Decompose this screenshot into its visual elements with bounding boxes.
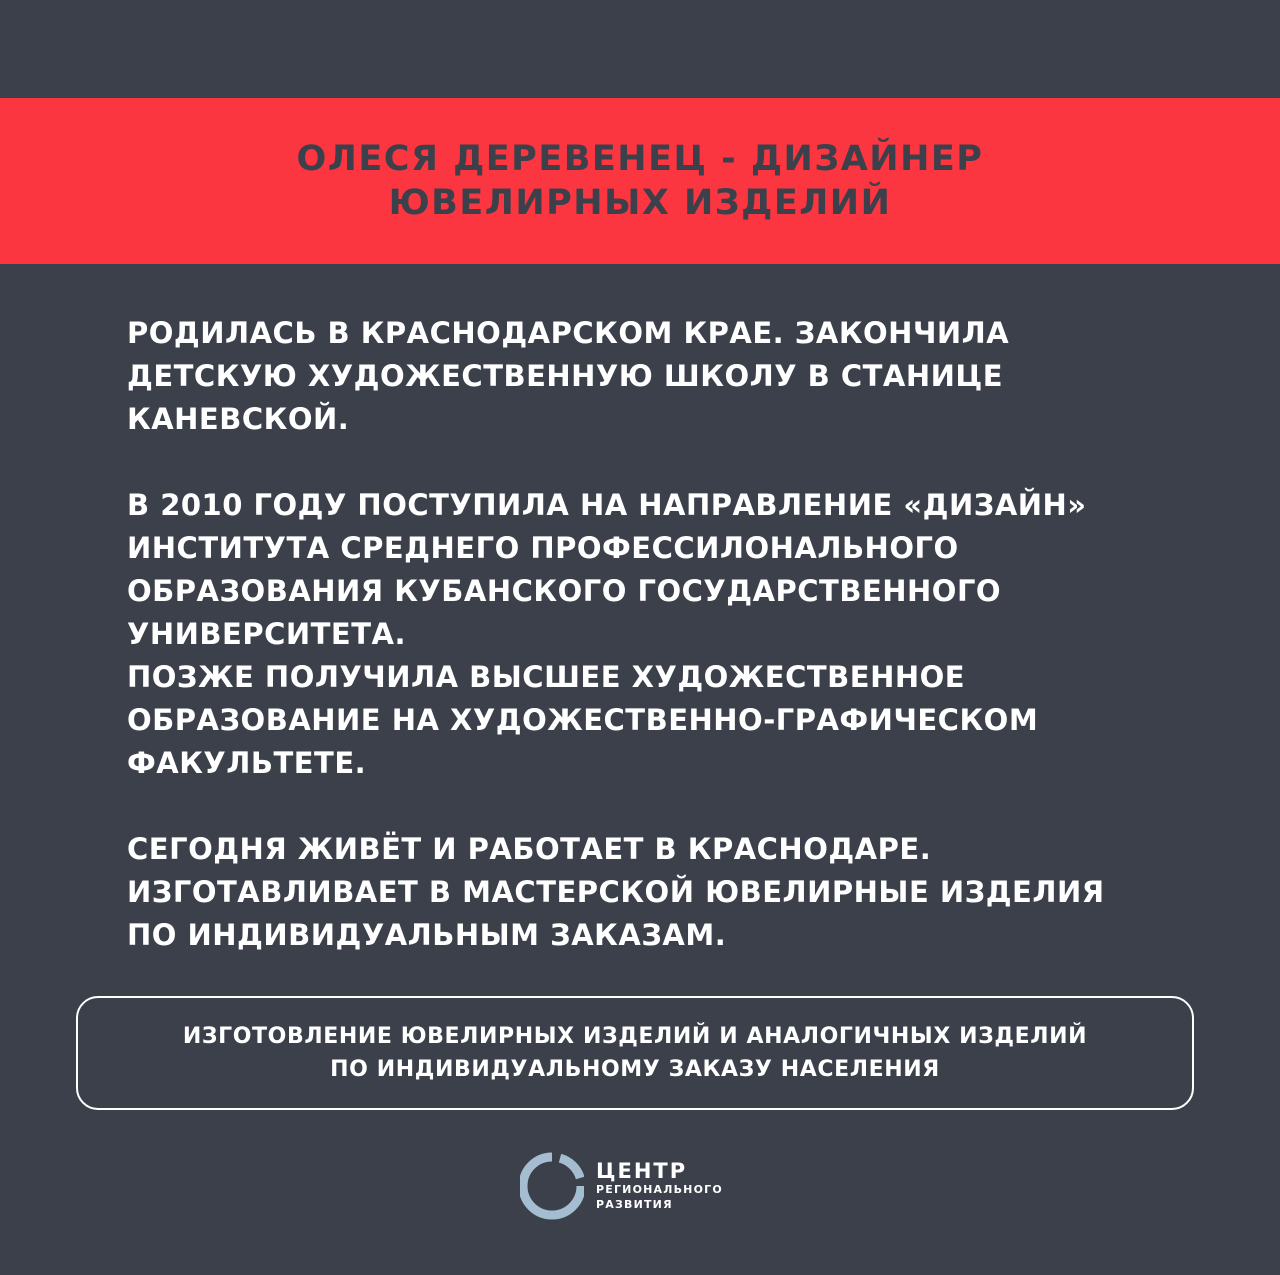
bio-paragraph-today (127, 828, 1227, 957)
bio-line: ОБРАЗОВАНИЕ НА ХУДОЖЕСТВЕННО-ГРАФИЧЕСКОМ (127, 703, 1039, 737)
title-line-2: ЮВЕЛИРНЫХ ИЗДЕЛИЙ (388, 183, 892, 223)
bio-line: ДЕТСКУЮ ХУДОЖЕСТВЕННУЮ ШКОЛУ В СТАНИЦЕ (127, 359, 1004, 393)
bio-text (127, 312, 1227, 1000)
service-box (76, 996, 1194, 1110)
logo-subtitle-line-1: РЕГИОНАЛЬНОГО (596, 1183, 723, 1196)
service-line-2: ПО ИНДИВИДУАЛЬНОМУ ЗАКАЗУ НАСЕЛЕНИЯ (330, 1057, 940, 1082)
bio-line: РОДИЛАСЬ В КРАСНОДАРСКОМ КРАЕ. ЗАКОНЧИЛА (127, 316, 1010, 350)
ring-logo-icon (520, 1152, 584, 1220)
organization-logo (520, 1152, 723, 1220)
title-banner (0, 98, 1280, 264)
bio-line: ПОЗЖЕ ПОЛУЧИЛА ВЫСШЕЕ ХУДОЖЕСТВЕННОЕ (127, 660, 966, 694)
logo-subtitle-line-2: РАЗВИТИЯ (596, 1198, 673, 1211)
bio-paragraph-education (127, 484, 1227, 785)
bio-line: ФАКУЛЬТЕТЕ. (127, 746, 367, 780)
bio-line: ИНСТИТУТА СРЕДНЕГО ПРОФЕССИЛОНАЛЬНОГО (127, 531, 959, 565)
title-line-1: ОЛЕСЯ ДЕРЕВЕНЕЦ - ДИЗАЙНЕР (296, 139, 984, 179)
bio-line: В 2010 ГОДУ ПОСТУПИЛА НА НАПРАВЛЕНИЕ «ДИЗАЙН» (127, 488, 1087, 522)
bio-line: КАНЕВСКОЙ. (127, 402, 350, 436)
bio-line: ОБРАЗОВАНИЯ КУБАНСКОГО ГОСУДАРСТВЕННОГО (127, 574, 1002, 608)
bio-paragraph-birth (127, 312, 1227, 441)
logo-title: ЦЕНТР (596, 1159, 688, 1183)
logo-text (596, 1160, 723, 1212)
bio-line: ПО ИНДИВИДУАЛЬНЫМ ЗАКАЗАМ. (127, 918, 727, 952)
bio-line: СЕГОДНЯ ЖИВЁТ И РАБОТАЕТ В КРАСНОДАРЕ. (127, 832, 932, 866)
bio-line: УНИВЕРСИТЕТА. (127, 617, 406, 651)
bio-line: ИЗГОТАВЛИВАЕТ В МАСТЕРСКОЙ ЮВЕЛИРНЫЕ ИЗДЕЛИЯ (127, 875, 1105, 909)
service-line-1: ИЗГОТОВЛЕНИЕ ЮВЕЛИРНЫХ ИЗДЕЛИЙ И АНАЛОГИЧНЫХ ИЗДЕЛИЙ (182, 1024, 1088, 1049)
